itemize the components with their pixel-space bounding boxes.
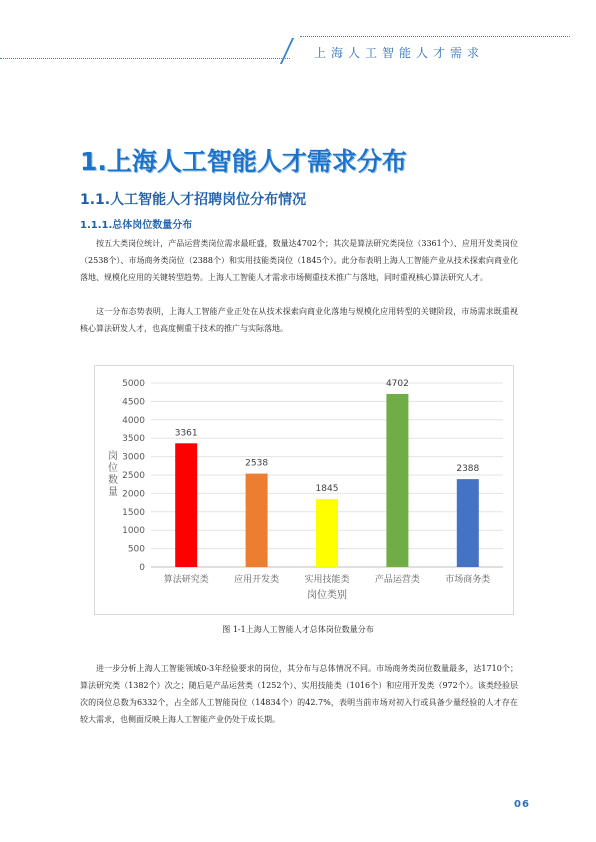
data-label: 2538 bbox=[245, 458, 269, 469]
paragraph-1: 按五大类岗位统计，产品运营类岗位需求最旺盛，数量达4702个；其次是算法研究类岗位（3361个）、应用开发类岗位（2538个）、市场商务类岗位（2388个）和实用技能类岗位（1845个）。此分布表明上海人工智能产业从技术探索向商业化落地、规模化应用的关键转型趋势。上海人工智能人才需求市场侧重技术推广与落地，同时重视核心算法研究人才。 bbox=[80, 239, 518, 282]
x-tick-label: 实用技能类 bbox=[304, 575, 350, 585]
header-title: 上海人工智能人才需求 bbox=[314, 46, 485, 60]
x-axis-title: 岗位类别 bbox=[307, 590, 347, 601]
y-tick-label: 500 bbox=[127, 544, 145, 555]
y-tick-label: 1500 bbox=[122, 507, 145, 518]
x-tick-label: 算法研究类 bbox=[163, 575, 209, 585]
y-tick-label: 2000 bbox=[122, 489, 145, 500]
y-tick-label: 5000 bbox=[122, 379, 145, 389]
paragraph-3: 进一步分析上海人工智能领域0-3年经验要求的岗位，其分布与总体情况不同。市场商务类岗位数量最多，达1710个；算法研究类（1382个）次之；随后是产品运营类（1252个）、实用技能类（1016个）和应用开发类（972个）。该类经验层次的岗位总数为6332个，占全部人工智能岗位（14834个）的42.7%，表明当前市场对初入行或具备少量经验的人才存在较大需求，也侧面反映上海人工智能产业仍处于成长期。 bbox=[80, 664, 518, 724]
y-tick-label: 4000 bbox=[122, 415, 145, 426]
bar bbox=[175, 443, 197, 567]
x-tick-label: 市场商务类 bbox=[445, 575, 491, 585]
y-axis-title: 岗位数量 bbox=[108, 451, 118, 498]
bar bbox=[457, 479, 479, 567]
data-label: 1845 bbox=[315, 484, 339, 495]
section-heading-3: 1.1.1.总体岗位数量分布 bbox=[80, 220, 193, 231]
header-rule-left bbox=[0, 58, 290, 59]
y-tick-label: 4500 bbox=[122, 397, 145, 408]
data-label: 4702 bbox=[385, 378, 409, 389]
y-tick-label: 0 bbox=[139, 563, 145, 573]
header-slash bbox=[280, 38, 294, 64]
page-number: 06 bbox=[514, 799, 530, 810]
y-tick-label: 3500 bbox=[122, 434, 145, 445]
header-rule-right bbox=[300, 36, 570, 37]
y-tick-label: 1000 bbox=[122, 526, 145, 537]
bar bbox=[246, 474, 268, 567]
bar bbox=[386, 394, 408, 567]
bar-chart-svg bbox=[95, 366, 515, 616]
figure-caption: 图 1-1上海人工智能人才总体岗位数量分布 bbox=[222, 625, 374, 634]
paragraph-2: 这一分布态势表明，上海人工智能产业正处在从技术探索向商业化落地与规模化应用转型的关键阶段，市场需求既重视核心算法研发人才，也高度侧重于技术的推广与实际落地。 bbox=[80, 307, 518, 333]
y-tick-label: 3000 bbox=[122, 452, 145, 463]
y-tick-label: 2500 bbox=[122, 471, 145, 481]
x-tick-label: 产品运营类 bbox=[374, 575, 420, 585]
x-tick-label: 应用开发类 bbox=[234, 575, 280, 585]
data-label: 2388 bbox=[456, 464, 480, 475]
section-heading-1: 1.上海人工智能人才需求分布 bbox=[80, 147, 407, 176]
data-label: 3361 bbox=[174, 428, 198, 439]
bar bbox=[316, 499, 338, 567]
section-heading-2: 1.1.人工智能人才招聘岗位分布情况 bbox=[80, 192, 307, 208]
bar-chart bbox=[94, 365, 514, 615]
